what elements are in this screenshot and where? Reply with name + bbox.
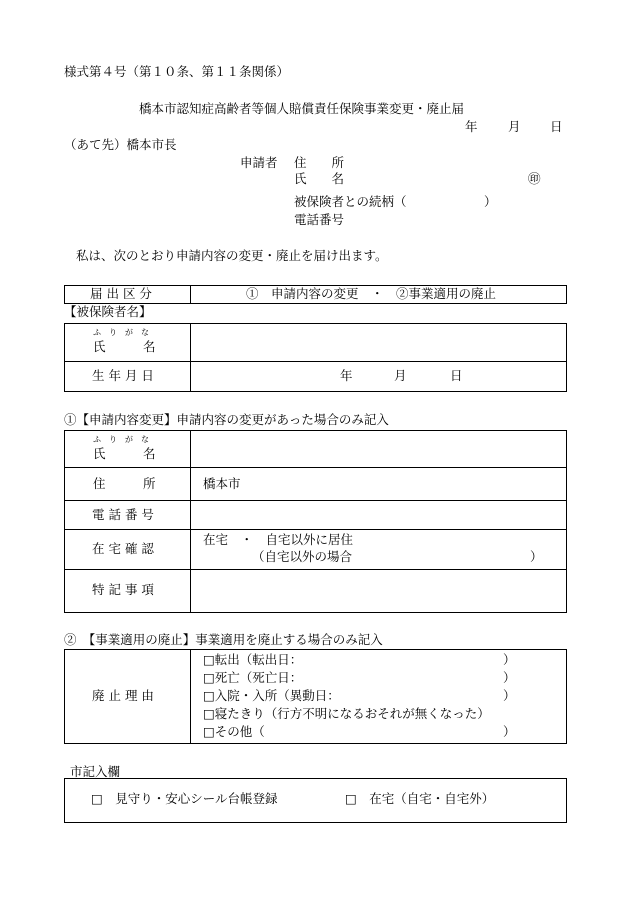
reason-transfer-out[interactable]: □転出（転出日： — [203, 652, 303, 667]
date-day-label: 日 — [550, 119, 563, 134]
section1-phone-label: 電 話 番 号 — [92, 507, 154, 522]
insured-name-label: 氏 名 — [93, 339, 156, 354]
insured-furigana-label: ふ り が な — [93, 328, 149, 337]
section1-address-value: 橋本市 — [203, 476, 241, 491]
applicant-name-label: 氏 名 — [294, 171, 345, 186]
home-other-close: ） — [530, 549, 543, 564]
statement: 私は、次のとおり申請内容の変更・廃止を届け出ます。 — [76, 248, 388, 263]
dob-year-label: 年 — [340, 368, 353, 383]
reason-label: 廃 止 理 由 — [92, 688, 154, 703]
dob-day-label: 日 — [450, 368, 463, 383]
section1-home-label: 在 宅 確 認 — [92, 541, 154, 556]
section1-name-label: 氏 名 — [93, 446, 156, 461]
reason-other[interactable]: □その他（ — [203, 724, 265, 739]
section1-furigana-label: ふ り が な — [93, 435, 149, 444]
reason-bedridden[interactable]: □寝たきり（行方不明になるおそれが無くなった） — [203, 706, 490, 721]
form-number: 様式第４号（第１０条、第１１条関係） — [64, 64, 290, 79]
home-other-label: （自宅以外の場合 — [252, 549, 353, 564]
city-option-watch-registration[interactable]: □ 見守り・安心シール台帳登録 — [91, 791, 278, 806]
section1-notes-label: 特 記 事 項 — [92, 582, 154, 597]
applicant-address-label: 住 所 — [294, 155, 345, 170]
insured-dob-label: 生 年 月 日 — [92, 368, 154, 383]
reason-admission-close: ） — [503, 688, 516, 703]
section1-address-label: 住 所 — [93, 476, 156, 491]
reason-death[interactable]: □死亡（死亡日： — [203, 670, 303, 685]
city-option-at-home[interactable]: □ 在宅（自宅・自宅外） — [345, 791, 495, 806]
phone-label: 電話番号 — [294, 212, 345, 227]
reason-admission[interactable]: □入院・入所（異動日： — [203, 688, 340, 703]
page-title: 橋本市認知症高齢者等個人賠償責任保険事業変更・廃止届 — [139, 101, 465, 116]
relation-close: ） — [484, 194, 497, 209]
reason-other-close: ） — [503, 724, 516, 739]
date-month-label: 月 — [508, 119, 521, 134]
notification-type-label: 届 出 区 分 — [90, 286, 152, 301]
reason-transfer-out-close: ） — [503, 652, 516, 667]
reason-death-close: ） — [503, 670, 516, 685]
city-heading: 市記入欄 — [70, 764, 121, 779]
section1-heading: ①【申請内容変更】申請内容の変更があった場合のみ記入 — [64, 412, 389, 427]
section2-heading: ② 【事業適用の廃止】事業適用を廃止する場合のみ記入 — [64, 632, 383, 647]
insured-heading: 【被保険者名】 — [64, 304, 152, 319]
addressee: （あて先）橋本市長 — [64, 137, 177, 152]
notification-type-options[interactable]: ① 申請内容の変更 ・ ②事業適用の廃止 — [246, 286, 497, 301]
date-year-label: 年 — [465, 119, 478, 134]
home-options[interactable]: 在宅 ・ 自宅以外に居住 — [203, 532, 354, 547]
relation-label: 被保険者との続柄（ — [294, 194, 407, 209]
seal-mark: ㊞ — [528, 171, 541, 186]
dob-month-label: 月 — [394, 368, 407, 383]
applicant-label: 申請者 — [240, 155, 278, 170]
